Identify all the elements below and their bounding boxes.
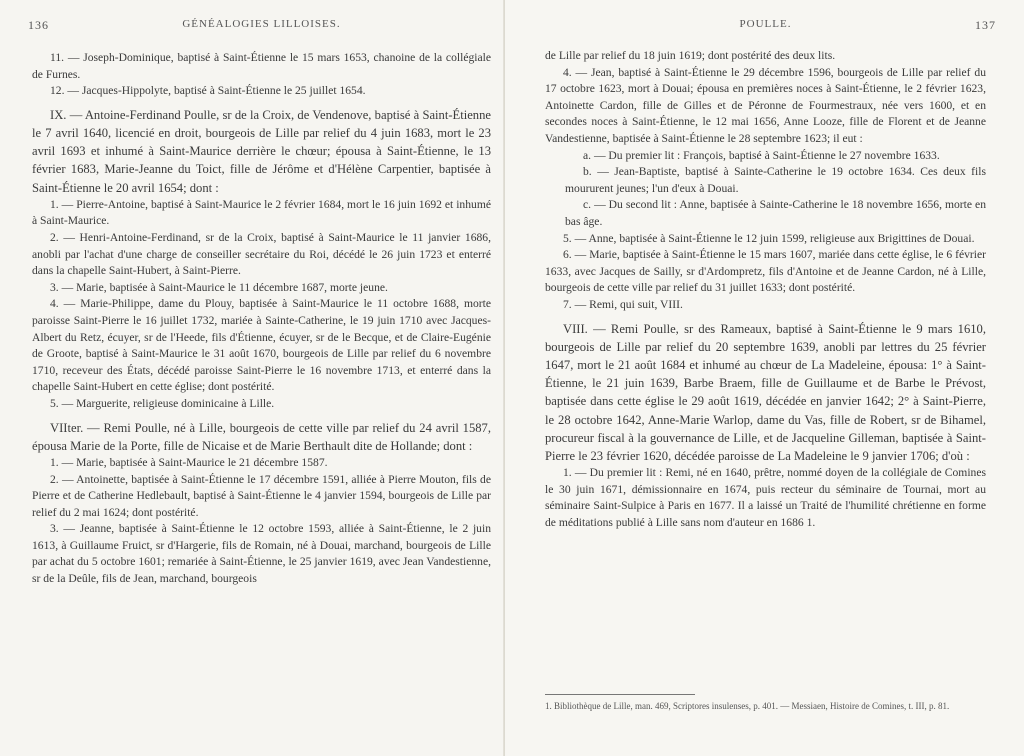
entry-4-marie-philippe: 4. — Marie-Philippe, dame du Plouy, baptisée à Saint-Maurice le 11 octobre 1688, morte paroisse Saint-Pierre le 16 juillet 1732, mariée à Sainte-Catherine, le 19 juin 1710 avec Jacques-Albert du Retz, écuyer, sr de l'Heede, fils d'Étienne, écuyer, sr de le Becque, et de Claire-Eugénie de Groote, baptisé à Saint-Maurice le 31 août 1670, bourgeois de Lille par relief du 6 novembre 1710, receveur des États, décédé paroisse Saint-Pierre le 16 novembre 1713, et enterré dans la chapelle Saint-Hubert en cette église; dont postérité.: [32, 297, 491, 394]
entry-a-francois: a. — Du premier lit : François, baptisé à Saint-Étienne le 27 novembre 1633.: [583, 148, 940, 162]
generation-viii-remi: VIII. — Remi Poulle, sr des Rameaux, baptisé à Saint-Étienne le 9 mars 1610, bourgeois de Lille par relief du 20 septembre 1639, anobli par lettres du 25 février 1647, mort le 21 août 1684 et inhumé au chœur de La Madeleine, épousa: 1° à Saint-Étienne, le 21 juin 1639, Barbe Braem, fille de Guillaume et de Barbe le Prévost, baptisée dans cette église le 29 août 1619, décédée en janvier 1642; 2° à Saint-Pierre, le 28 octobre 1642, Anne-Marie Warlop, dame du Vas, fille de Robert, sr de Bihamel, procureur fiscal à la gouvernance de Lille, et de Jacqueline Gilleman, baptisée à Saint-Pierre le 23 février 1620, décédée paroisse de La Madeleine le 9 janvier 1706; d'où :: [545, 321, 986, 463]
footnote-divider: [545, 694, 695, 695]
entry-1-marie: 1. — Marie, baptisée à Saint-Maurice le 21 décembre 1587.: [50, 455, 328, 469]
entry-3-jeanne: 3. — Jeanne, baptisée à Saint-Étienne le 12 octobre 1593, alliée à Saint-Étienne, le 2 juin 1613, à Guillaume Fruict, sr d'Hargerie, fils de Romain, né à Douai, marchand, bourgeois de Lille par achat du 5 octobre 1601; remariée à Saint-Étienne, le 25 janvier 1619, avec Jean Vandestienne, sr de la Deûle, fils de Jean, marchand, bourgeois: [32, 522, 491, 586]
entry-7-remi: 7. — Remi, qui suit, VIII.: [563, 297, 683, 311]
entry-5-anne: 5. — Anne, baptisée à Saint-Étienne le 12 juin 1599, religieuse aux Brigittines de Douai.: [563, 231, 975, 245]
entry-12-jacques-hippolyte: 12. — Jacques-Hippolyte, baptisé à Saint-Étienne le 25 juillet 1654.: [50, 84, 366, 98]
entry-2-antoinette: 2. — Antoinette, baptisée à Saint-Étienne le 17 décembre 1591, alliée à Pierre Mouton, fils de Pierre et de Catherine Hedlebault, baptisé à Saint-Étienne le 4 janvier 1594, bourgeois de Lille par relief du 2 mai 1624; dont postérité.: [32, 472, 491, 519]
footnote: 1. Bibliothèque de Lille, man. 469, Scriptores insulenses, p. 401. — Messiaen, Histoire de Comines, t. III, p. 81.: [545, 701, 950, 711]
continued-line: de Lille par relief du 18 juin 1619; dont postérité des deux lits.: [545, 49, 836, 62]
entry-4-jean: 4. — Jean, baptisé à Saint-Étienne le 29 décembre 1596, bourgeois de Lille par relief du 17 octobre 1623, mort à Douai; épousa en premières noces à Saint-Étienne, le 2 février 1623, Antoinette Cardon, fille de Gilles et de Péronne de Fourmestraux, née vers 1600, et en secondes noces à Saint-Étienne, le 12 mai 1656, Anne Looze, fille de Florent et de Jeanne Vandestienne, baptisée à Saint-Étienne le 28 septembre 1623; il eut :: [545, 65, 986, 145]
entry-6-marie: 6. — Marie, baptisée à Saint-Étienne le 15 mars 1607, mariée dans cette église, le 6 février 1633, avec Jacques de Sailly, sr d'Ardompretz, fils d'Antoine et de Jeanne Cardon, né à Lille, bourgeois de cette ville par relief du 31 juillet 1633; dont postérité.: [545, 248, 986, 295]
right-page-number: 137: [975, 18, 996, 32]
entry-11-joseph-dominique: 11. — Joseph-Dominique, baptisé à Saint-Étienne le 15 mars 1653, chanoine de la collégiale de Furnes.: [32, 51, 491, 81]
left-page-number: 136: [28, 18, 49, 32]
generation-ix-antoine-ferdinand: IX. — Antoine-Ferdinand Poulle, sr de la Croix, de Vendenove, baptisé à Saint-Étienne le 7 avril 1640, licencié en droit, bourgeois de Lille par relief du 4 juin 1683, mort le 23 avril 1693 et inhumé à Saint-Maurice derrière le chœur; épousa à Saint-Étienne, le 13 février 1683, Marie-Jeanne du Toict, fille de Jérôme et d'Hélène Carpentier, baptisée à Saint-Étienne le 20 avril 1654; dont :: [32, 107, 491, 195]
generation-viiter-remi: VIIter. — Remi Poulle, né à Lille, bourgeois de cette ville par relief du 24 avril 1587, épousa Marie de la Porte, fille de Nicaise et de Marie Berthault dite de Hollande; dont :: [32, 420, 491, 453]
entry-3-marie: 3. — Marie, baptisée à Saint-Maurice le 11 décembre 1687, morte jeune.: [50, 280, 388, 294]
right-page-header: [545, 16, 996, 36]
entry-b-jean-baptiste: b. — Jean-Baptiste, baptisé à Sainte-Catherine le 19 octobre 1634. Ces deux fils moururent jeunes; l'un d'eux à Douai.: [565, 165, 986, 195]
right-page: [505, 0, 1024, 756]
left-page: [0, 0, 505, 756]
left-running-title: GÉNÉALOGIES LILLOISES.: [182, 18, 341, 30]
right-running-title: POULLE.: [739, 18, 792, 30]
right-page-body: [545, 48, 986, 532]
left-page-header: [28, 16, 491, 36]
entry-5-marguerite: 5. — Marguerite, religieuse dominicaine à Lille.: [50, 396, 275, 410]
entry-2-henri-antoine-ferdinand: 2. — Henri-Antoine-Ferdinand, sr de la Croix, baptisé à Saint-Maurice le 11 janvier 1686, anobli par l'achat d'une charge de conseiller secrétaire du Roi, décédé le 26 juin 1723 et enterré dans la chapelle Saint-Hubert, à Saint-Pierre.: [32, 230, 491, 278]
entry-1-pierre-antoine: 1. — Pierre-Antoine, baptisé à Saint-Maurice le 2 février 1684, mort le 16 juin 1692 et inhumé à Saint-Maurice.: [32, 197, 491, 228]
entry-1-remi-priest: 1. — Du premier lit : Remi, né en 1640, prêtre, nommé doyen de la collégiale de Comines le 30 juin 1671, démissionnaire en 1674, puis recteur du séminaire de Tournai, mort au séminaire Saint-Sulpice à Paris en 1677. Il a laissé un Traité de l'humilité chrétienne en forme de méditations publié à Lille sans nom d'auteur en 1686 1.: [545, 466, 986, 529]
entry-c-anne: c. — Du second lit : Anne, baptisée à Sainte-Catherine le 18 novembre 1656, morte en bas âge.: [565, 198, 986, 228]
left-page-body: [32, 50, 491, 588]
